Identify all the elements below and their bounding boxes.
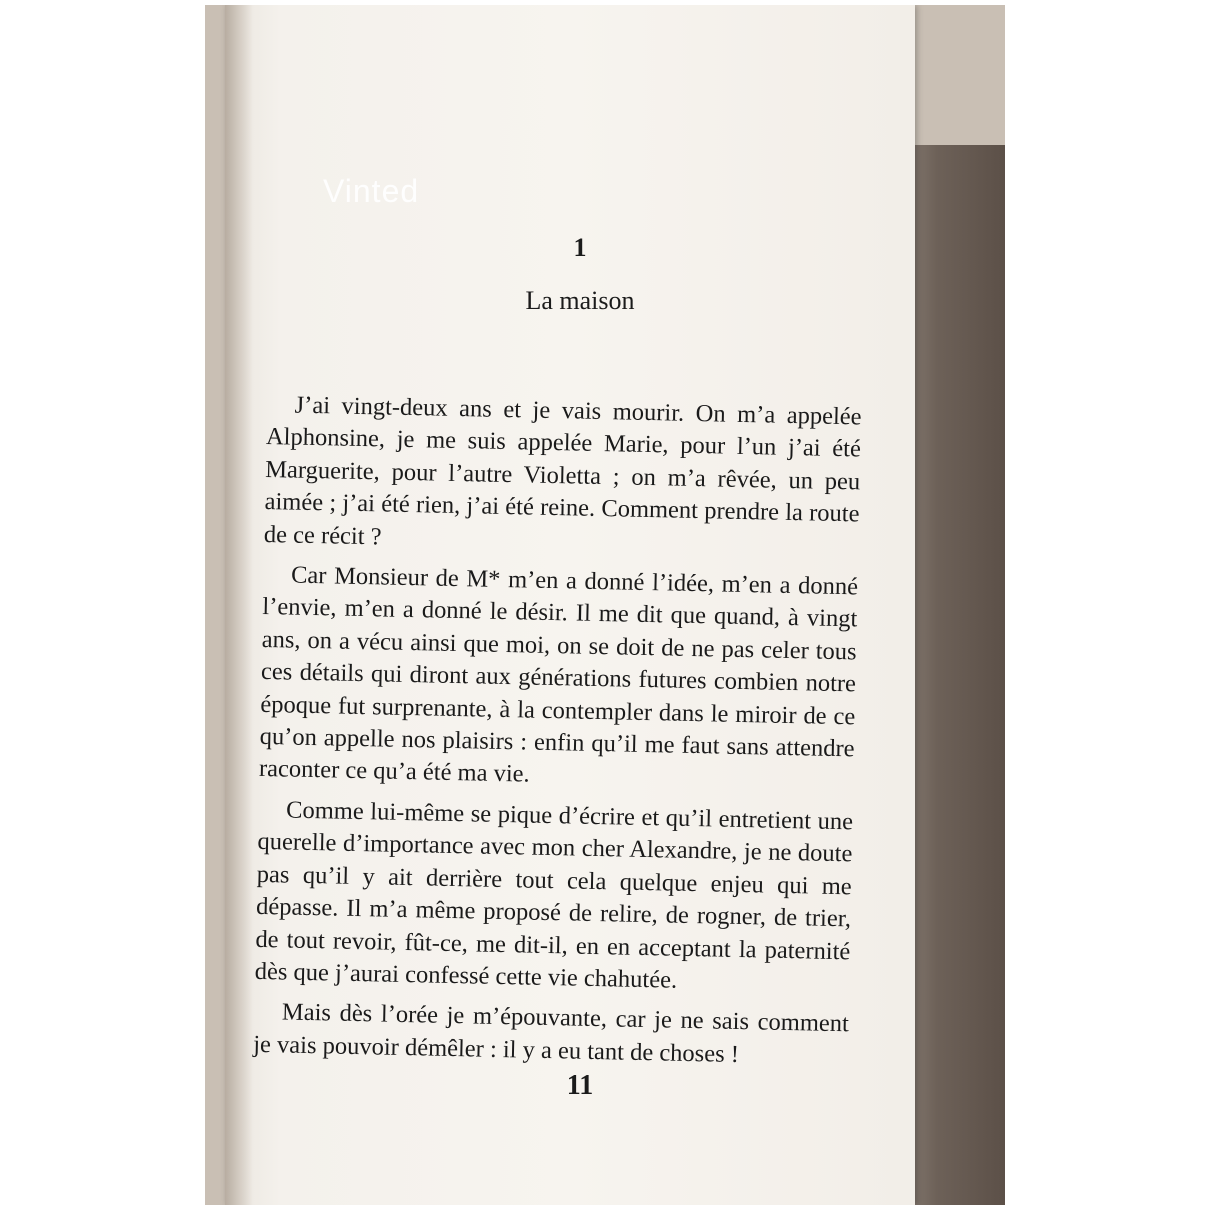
book-page <box>225 5 915 1205</box>
paragraph: Comme lui-même se pique d’écrire et qu’il entretient une querelle d’importance avec mon cher Alexandre, je ne doute pas qu’il y ait derrière tout cela quelque enjeu qui me dépasse. Il m’a même proposé de relire, de rogner, de trier, de tout revoir, fût-ce, me dit-il, en en acceptant la paternité dès que j’aurai confessé cette vie chahutée. <box>254 796 854 994</box>
page-spine-shadow <box>225 5 253 1205</box>
paragraph: Mais dès l’orée je m’épouvante, car je ne sais comment je vais pouvoir démêler : il y a eu tant de choses ! <box>252 998 850 1068</box>
book-back-page-edge <box>900 145 1005 1205</box>
chapter-title: La maison <box>525 286 635 315</box>
chapter-number: 1 <box>573 233 587 262</box>
watermark: Vinted <box>323 173 420 209</box>
paragraph: J’ai vingt-deux ans et je vais mourir. On m’a appelée Alphonsine, je me suis appelée Marie, pour l’un j’ai été Marguerite, pour l’autre Violetta ; on m’a rêvée, un peu aimée ; j’ai été rien, j’ai été reine. Comment prendre la route de ce récit ? <box>263 391 862 551</box>
paragraph: Car Monsieur de M* m’en a donné l’idée, m’en a donné l’envie, m’en a donné le désir. Il me dit que quand, à vingt ans, on a vécu ainsi que moi, on se doit de ne pas celer tous ces détails qui diront aux générations futures combien notre époque fut surprenante, à la contempler dans le miroir de ce qu’on appelle nos plaisirs : enfin qu’il me faut sans attendre raconter ce qu’a été ma vie. <box>258 561 859 789</box>
body-text <box>253 389 862 1081</box>
page-number: 11 <box>566 1070 594 1101</box>
book-photo <box>205 5 1005 1205</box>
